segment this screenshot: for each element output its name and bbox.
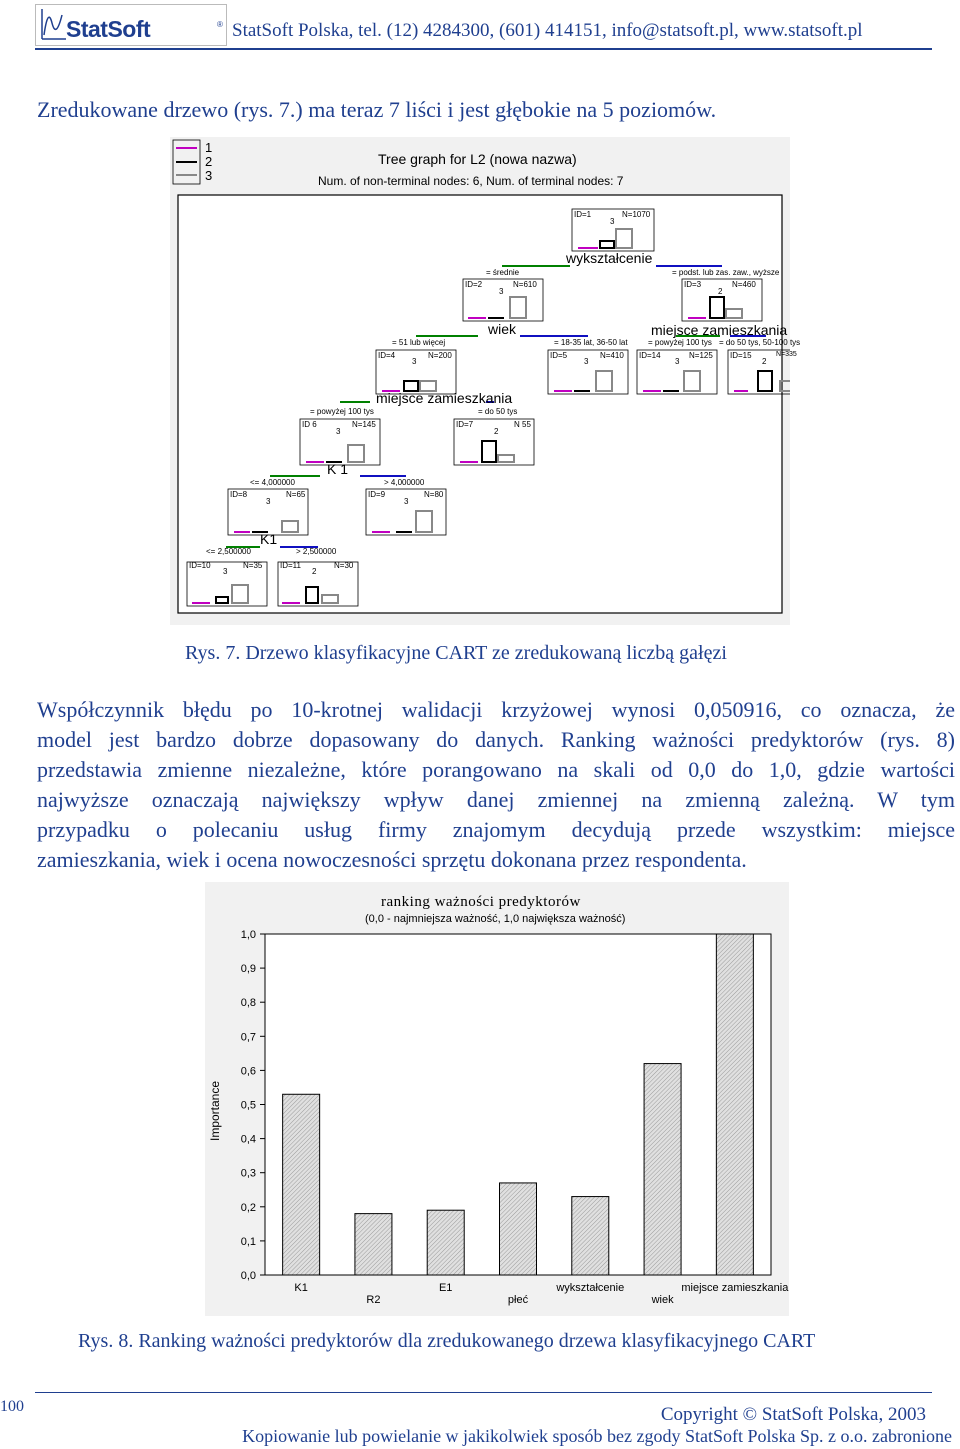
node-class: 2: [762, 357, 767, 366]
y-axis-label: Importance: [208, 1080, 223, 1142]
copyright: Copyright © StatSoft Polska, 2003: [660, 1404, 926, 1425]
node-class: 3: [584, 357, 589, 366]
node-class: 2: [718, 287, 723, 296]
figure-8-caption: Rys. 8. Ranking ważności predyktorów dla zredukowanego drzewa klasyfikacyjnego CART: [78, 1330, 816, 1352]
x-tick-label: miejsce zamieszkania: [681, 1282, 789, 1294]
x-tick-label: płeć: [507, 1294, 529, 1306]
node-class: 3: [610, 217, 615, 226]
bar: [500, 1183, 537, 1275]
split-variable: K1: [260, 531, 278, 547]
body-line: przedstawia zmienne niezależne, które porangowano na skali od 0,0 do 1,0, gdzie wartości: [37, 757, 955, 782]
y-tick-label: 0,0: [240, 1270, 256, 1282]
node-n: N=30: [334, 561, 354, 570]
node-class: 3: [499, 287, 504, 296]
node-n: N=200: [428, 351, 452, 360]
body-line: model jest bardzo dobrze dopasowany do danych. Ranking ważności predyktorów (rys. 8): [37, 727, 955, 752]
node-id: ID=3: [684, 280, 702, 289]
footer-divider: [35, 1392, 932, 1393]
node-class: 2: [312, 567, 317, 576]
node-n: N=410: [600, 351, 624, 360]
node-n: N=65: [286, 490, 306, 499]
split-left-rule: = 51 lub więcej: [392, 338, 446, 347]
split-variable: K 1: [327, 461, 349, 477]
bar: [716, 934, 753, 1275]
chart-subtitle: (0,0 - najmniejsza ważność, 1,0 największa ważność): [365, 913, 626, 925]
y-tick-label: 0,3: [240, 1167, 256, 1180]
node-class: 3: [266, 497, 271, 506]
node-n: N=610: [513, 280, 537, 289]
logo-registered-mark: ®: [217, 20, 223, 29]
chart-title: ranking ważności predyktorów: [381, 894, 581, 910]
y-tick-label: 1,0: [240, 929, 256, 941]
node-id: ID=1: [574, 210, 592, 219]
node-n: N=1070: [622, 210, 651, 219]
legend-item-3: 3: [205, 168, 213, 183]
body-line: Współczynnik błędu po 10-krotnej walidacji krzyżowej wynosi 0,050916, co oznacza, że: [37, 697, 955, 722]
split-right-rule: = do 50 tys, 50-100 tys: [719, 338, 801, 347]
x-tick-label: K1: [294, 1282, 308, 1294]
node-n: N=80: [424, 490, 444, 499]
node-id: ID=4: [378, 351, 396, 360]
logo-chart-icon: [38, 5, 68, 43]
split-variable: wiek: [488, 321, 517, 337]
page-number: 100: [0, 1398, 24, 1415]
split-left-rule: <= 4,000000: [250, 478, 295, 487]
split-left-rule: = średnie: [486, 268, 520, 277]
header-divider: [35, 48, 932, 50]
split-variable: wykształcenie: [566, 250, 653, 266]
x-tick-label: R2: [366, 1294, 381, 1306]
node-n: N=125: [689, 351, 713, 360]
node-n: N=335: [776, 351, 797, 358]
body-paragraph: [37, 695, 955, 875]
node-n: N=460: [732, 280, 756, 289]
split-right-rule: = podst. lub zas. zaw., wyższe: [672, 268, 780, 277]
legend-item-2: 2: [205, 154, 213, 169]
body-line: zamieszkania, wiek i ocena nowoczesności sprzętu dokonana przez respondenta.: [37, 847, 747, 872]
y-tick-label: 0,6: [240, 1065, 256, 1078]
bar: [644, 1064, 681, 1275]
node-id: ID=14: [639, 351, 661, 360]
tree-subtitle: Num. of non-terminal nodes: 6, Num. of terminal nodes: 7: [318, 174, 624, 188]
y-tick-label: 0,2: [240, 1201, 256, 1214]
bar: [572, 1197, 609, 1275]
node-id: ID=9: [368, 490, 386, 499]
node-class: 3: [675, 357, 680, 366]
node-n: N 55: [514, 420, 531, 429]
node-id: ID=10: [189, 561, 211, 570]
intro-paragraph: Zredukowane drzewo (rys. 7.) ma teraz 7 liści i jest głębokie na 5 poziomów.: [37, 97, 717, 122]
legend-item-1: 1: [205, 140, 213, 155]
split-variable: miejsce zamieszkania: [651, 322, 788, 338]
y-tick-label: 0,1: [240, 1235, 256, 1248]
node-class: 3: [404, 497, 409, 506]
y-tick-label: 0,4: [240, 1133, 256, 1146]
bar: [283, 1094, 320, 1275]
node-n: N=35: [243, 561, 263, 570]
node-class: 3: [223, 567, 228, 576]
logo-text: StatSoft: [66, 16, 151, 42]
body-line: najwyższe oznaczają największy wpływ danej zmiennej na zmienną zależną. W tym: [37, 787, 955, 812]
split-left-rule: <= 2,500000: [206, 547, 251, 556]
node-n: N=145: [352, 420, 376, 429]
tree-lines: [170, 137, 790, 625]
header-contact: StatSoft Polska, tel. (12) 4284300, (601) 414151, info@statsoft.pl, www.statsoft.pl: [232, 20, 863, 41]
node-class: 3: [412, 357, 417, 366]
y-tick-label: 0,9: [240, 963, 256, 976]
x-tick-label: E1: [438, 1282, 453, 1294]
node-class: 2: [494, 427, 499, 436]
split-variable: miejsce zamieszkania: [376, 390, 513, 406]
split-right-rule: > 4,000000: [384, 478, 425, 487]
node-id: ID=5: [550, 351, 568, 360]
node-id: ID=7: [456, 420, 474, 429]
node-id: ID=15: [730, 351, 752, 360]
chart-plot: [205, 882, 789, 1316]
body-line: przypadku o polecaniu usług firmy znajomym decydują przede wszystkim: miejsce: [37, 817, 955, 842]
tree-title: Tree graph for L2 (nowa nazwa): [378, 151, 577, 167]
importance-chart: [205, 882, 789, 1316]
y-tick-label: 0,5: [240, 1099, 256, 1112]
bar: [427, 1210, 464, 1275]
x-tick-label: wykształcenie: [556, 1282, 625, 1294]
tree-graph: [170, 137, 801, 625]
split-right-rule: = 18-35 lat, 36-50 lat: [554, 338, 628, 347]
split-left-rule: = powyżej 100 tys: [648, 338, 712, 347]
split-right-rule: > 2,500000: [296, 547, 337, 556]
split-left-rule: = powyżej 100 tys: [310, 407, 374, 416]
split-right-rule: = do 50 tys: [478, 407, 518, 416]
node-id: ID=11: [280, 561, 301, 570]
figure-7-caption: Rys. 7. Drzewo klasyfikacyjne CART ze zredukowaną liczbą gałęzi: [185, 642, 727, 664]
bar: [355, 1214, 392, 1275]
node-class: 3: [336, 427, 341, 436]
node-id: ID=2: [465, 280, 483, 289]
y-tick-label: 0,7: [240, 1031, 256, 1044]
x-tick-label: wiek: [651, 1294, 674, 1306]
node-id: ID=8: [230, 490, 248, 499]
node-id: ID 6: [302, 420, 317, 429]
copy-notice: Kopiowanie lub powielanie w jakikolwiek sposób bez zgody StatSoft Polska Sp. z o.o. zabronione: [242, 1426, 952, 1446]
y-tick-label: 0,8: [240, 997, 256, 1010]
